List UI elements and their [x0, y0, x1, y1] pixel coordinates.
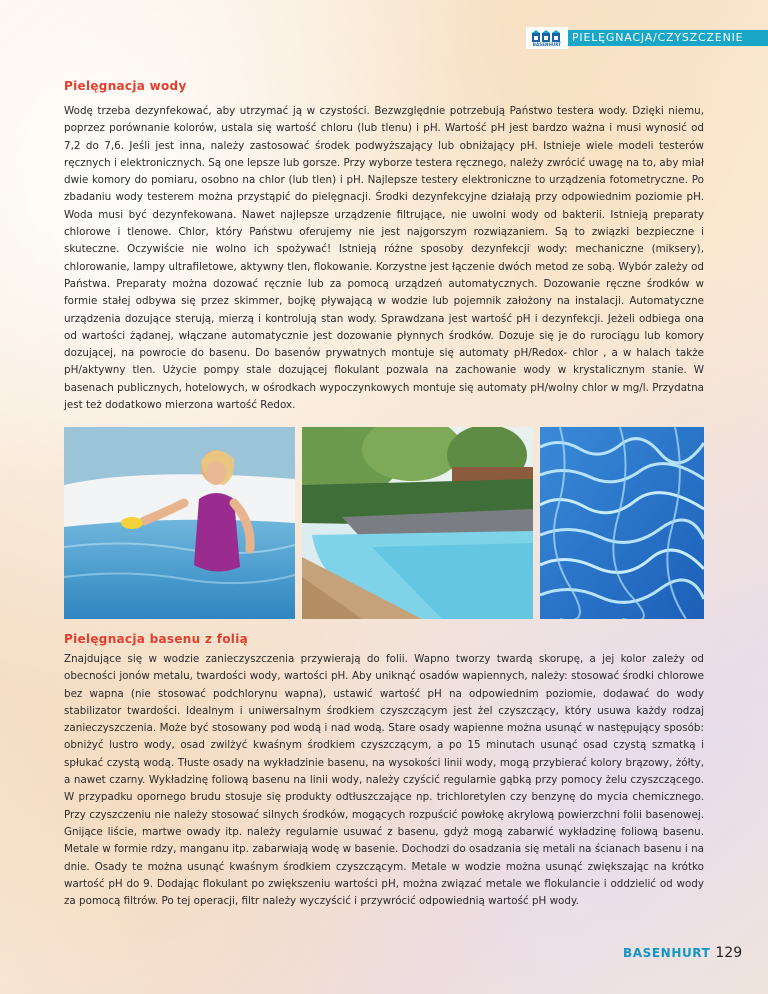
- logo-mark-icon: [532, 30, 562, 42]
- paragraph-liner-pool-care: Znajdujące się w wodzie zanieczyszczenia przywierają do folii. Wapno tworzy twardą skorupę, a jej kolor zależy od obecności jonów metalu, twardości wody, wartości pH. Aby uniknąć osadów wapiennych, należy: stosować środki chlorowe bez wapna (nie stosować podchlorynu wapna), ustawić wartość pH na odpowiednim poziomie, dodawać do wody stabilizator twardości. Idealnym i uniwersalnym środkiem czyszczącym jest żel czyszczący, który usuwa każdy rodzaj zanieczyszczenia. Może być stosowany pod wodą i nad wodą. Stare osady wapienne można usunąć w następujący sposób: obniżyć lustro wody, osad zwilżyć kwaśnym środkiem czyszczącym, a po 15 minutach usunąć osad czystą szmatką i spłukać czystą wodą. Tłuste osady na wykładzinie basenu, na wysokości linii wody, mogą przybierać kolory brązowy, żółty, a nawet czarny. Wykładzinę foliową basenu na linii wody, należy czyścić regularnie gąbką przy pomocy żelu czyszczącego. W przypadku opornego brudu stosuje się produkty odtłuszczające np. trichloretylen czy benzynę do mycia chemicznego. Przy czyszczeniu nie należy stosować silnych środków, mogących rozpuścić powłokę akrylową powierzchni folii basenowej. Gnijące liście, martwe owady itp. należy regularnie usuwać z basenu, gdyż mogą zabarwić wykładzinę foliową basenu. Metale w formie rdzy, manganu itp. zabarwiają wodę w basenie. Dochodzi do osadzania się metali na ścianach basenu i na dnie. Osady te można usunąć kwaśnym środkiem czyszczącym. Metale w wodzie można usunąć zwiększając na krótko wartość pH do 9. Dodając flokulant po zwiększeniu wartości pH, można związać metale we flokulancie i oddzielić od wody za pomocą filtrów. Po tej operacji, filtr należy wyczyścić i przywrócić odpowiednią wartość pH wody.: [64, 653, 704, 908]
- heading-water-care: Pielęgnacja wody: [64, 79, 187, 93]
- photo-garden-pool: [302, 427, 533, 619]
- logo-text: BASENHURT: [532, 41, 562, 47]
- heading-liner-pool-care: Pielęgnacja basenu z folią: [64, 632, 249, 646]
- photo-pool-water-pattern: [540, 427, 704, 619]
- page-number: 129: [715, 945, 743, 961]
- footer-brand: BASENHURT: [623, 946, 711, 960]
- paragraph-water-care: Wodę trzeba dezynfekować, aby utrzymać ją w czystości. Bezwzględnie potrzebują Państwo testera wody. Dzięki niemu, poprzez porównanie kolorów, ustala się wartość chloru (lub tlenu) i pH. Wartość pH jest bardzo ważna i musi wynosić od 7,2 do 7,6. Jeśli jest inna, należy zastosować środek podwyższający lub obniżający pH. Istnieje wiele modeli testerów ręcznych i elektronicznych. Są one lepsze lub gorsze. Przy wyborze testera ręcznego, należy zwrócić uwagę na to, aby miał dwie komory do pomiaru, osobno na chlor (lub tlen) i pH. Najlepsze testery elektroniczne to urządzenia fotometryczne. Po zbadaniu wody testerem można przystąpić do pielęgnacji. Środki dezynfekcyjne działają przy odpowiednim poziomie pH. Woda musi być dezynfekowana. Nawet najlepsze urządzenie filtrujące, nie uwolni wody od bakterii. Istnieją preparaty chlorowe i tlenowe. Chlor, który Państwu oferujemy nie jest najgorszym rozwiązaniem. Są to związki bezpieczne i skuteczne. Oczywiście nie wolno ich spożywać! Istnieją różne sposoby dezynfekcji wody: mechaniczne (miksery), chlorowanie, lampy ultrafiletowe, aktywny tlen, flokowanie. Korzystne jest łączenie dwóch metod ze sobą. Wybór zależy od Państwa. Preparaty można dozować ręcznie lub za pomocą urządzeń automatycznych. Dozowanie ręczne środków w formie stałej odbywa się przez skimmer, bojkę pływającą w wodzie lub pojemnik założony na instalacji. Automatyczne urządzenia dozujące sterują, mierzą i kontrolują stan wody. Sprawdzana jest wartość pH i dezynfekcji. Jeżeli odbiega ona od wartości żądanej, włączane automatycznie jest dozowanie płynnych środków. Dozuje się je do rurociągu lub komory dozującej, na powrocie do basenu. Do basenów prywatnych montuje się automaty pH/Redox- chlor , a w halach także pH/aktywny tlen. Użycie pompy stale dozującej flokulant pozwala na zachowanie wody w krystalicznym stanie. W basenach publicznych, hotelowych, w ośrodkach wypoczynkowych montuje się automaty pH/wolny chlor w mg/l. Przydatna jest też dodatkowo mierzona wartość Redox.: [64, 105, 704, 412]
- page-footer: [623, 945, 742, 961]
- section-label: PIELĘGNACJA/CZYSZCZENIE: [572, 31, 744, 44]
- photo-woman-cleaning-pool: [64, 427, 295, 619]
- brand-logo: [526, 27, 568, 49]
